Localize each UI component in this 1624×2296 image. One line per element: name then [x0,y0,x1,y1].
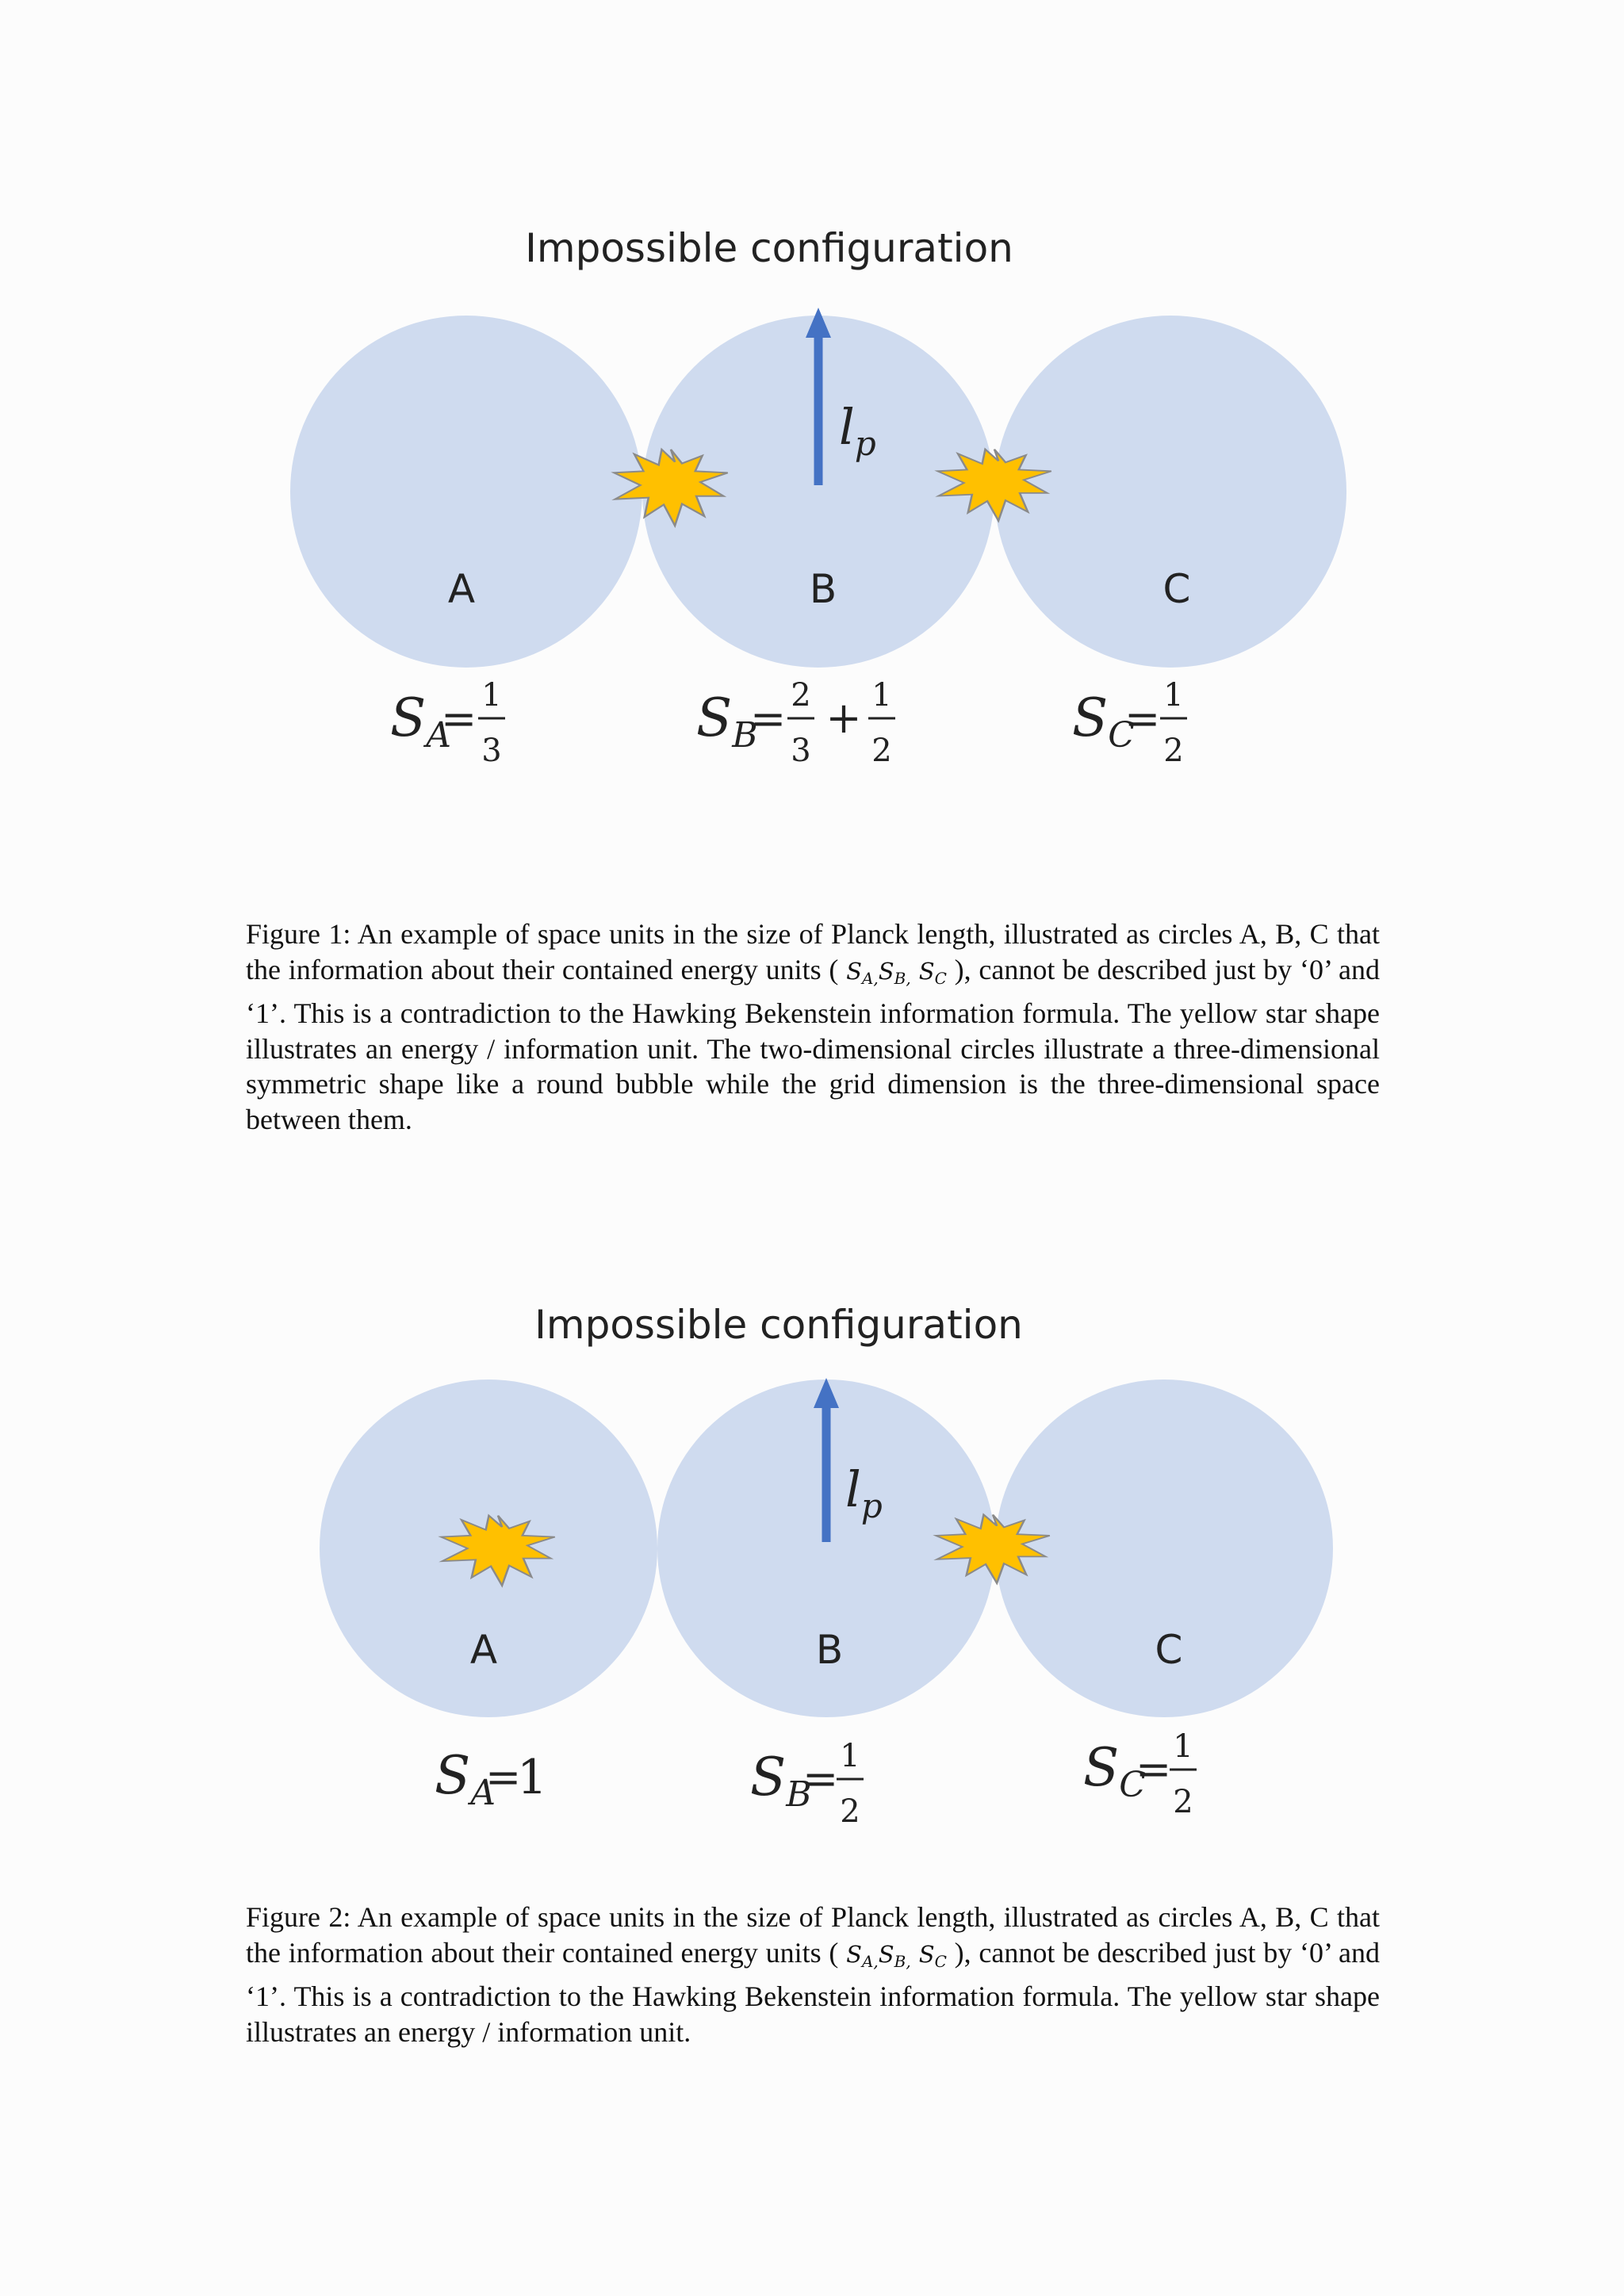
figure-2-caption: Figure 2: An example of space units in the size of Planck length, illustrated as circles A, B, C that the information about their contained energy units ( $S_{A,}S_{B,}$ $S_C$ ), cannot be described just by ‘0’ and ‘1’. This is a contradiction to the Hawking Bekenstein information formula. The yellow star shape illustrates an energy / information unit. [246,1901,1380,2048]
figure-title: Impossible configuration [525,225,1013,271]
entropy-formula-b [696,677,895,769]
circle-label-a: A [469,1627,498,1673]
figure-title: Impossible configuration [534,1302,1023,1348]
planck-length-label: $l_p$ [845,1460,883,1525]
circle-label-b: B [809,566,837,612]
circle-label-b: B [815,1627,844,1673]
svg-text:SC: $S_C$ [1083,1737,1146,1805]
fraction-denominator: 2 [1163,733,1184,769]
svg-text:=: = [485,1752,522,1802]
fraction-numerator: 2 [791,677,811,714]
svg-text:SB: $S_B$ [696,687,758,756]
svg-text:+: + [825,693,862,743]
fraction-denominator: 3 [791,733,811,769]
svg-text:SA: $S_A$ [390,687,451,756]
entropy-formula-c [1072,677,1187,769]
entropy-formula-b [750,1738,864,1830]
entropy-formula-a [435,1745,547,1813]
figure-1-caption: Figure 1: An example of space units in the size of Planck length, illustrated as circles A, B, C that the information about their contained energy units ( $S_{A,}S_{B,}$ $S_C$ ), cannot be described just by ‘0’ and ‘1’. This is a contradiction to the Hawking Bekenstein information formula. The yellow star shape illustrates an energy / information unit. The two-dimensional circles illustrate a three-dimensional symmetric shape like a round bubble while the grid dimension is the three-dimensional space between them. [246,918,1380,1135]
svg-text:SA: $S_A$ [435,1745,496,1813]
svg-text:=: = [1124,694,1161,744]
figure-2 [0,1276,1624,1879]
fraction-numerator: 1 [481,677,502,714]
fraction-denominator: 2 [1173,1784,1193,1820]
svg-text:=: = [1136,1744,1172,1794]
circle-label-a: A [447,566,476,612]
svg-text:=: = [441,694,477,744]
circle-a [290,316,642,668]
svg-text:SC: $S_C$ [1072,687,1135,756]
fraction-denominator: 2 [840,1793,860,1830]
svg-text:=: = [802,1754,839,1804]
circle-c [994,316,1346,668]
fraction-denominator: 3 [481,733,502,769]
fraction-numerator: 1 [1163,677,1184,714]
svg-text:1: 1 [517,1750,548,1805]
fraction-numerator: 1 [1173,1728,1193,1765]
figure-1 [0,206,1624,809]
circle-label-c: C [1155,1627,1183,1673]
fraction-numerator: 1 [840,1738,860,1774]
svg-text:SB: $S_B$ [750,1747,812,1815]
fraction-numerator: 1 [871,677,892,714]
fraction-denominator: 2 [871,733,892,769]
entropy-formula-c [1083,1728,1197,1820]
planck-length-label: $l_p$ [839,398,876,463]
svg-text:=: = [750,694,787,744]
entropy-formula-a [390,677,505,769]
circle-label-c: C [1162,566,1191,612]
